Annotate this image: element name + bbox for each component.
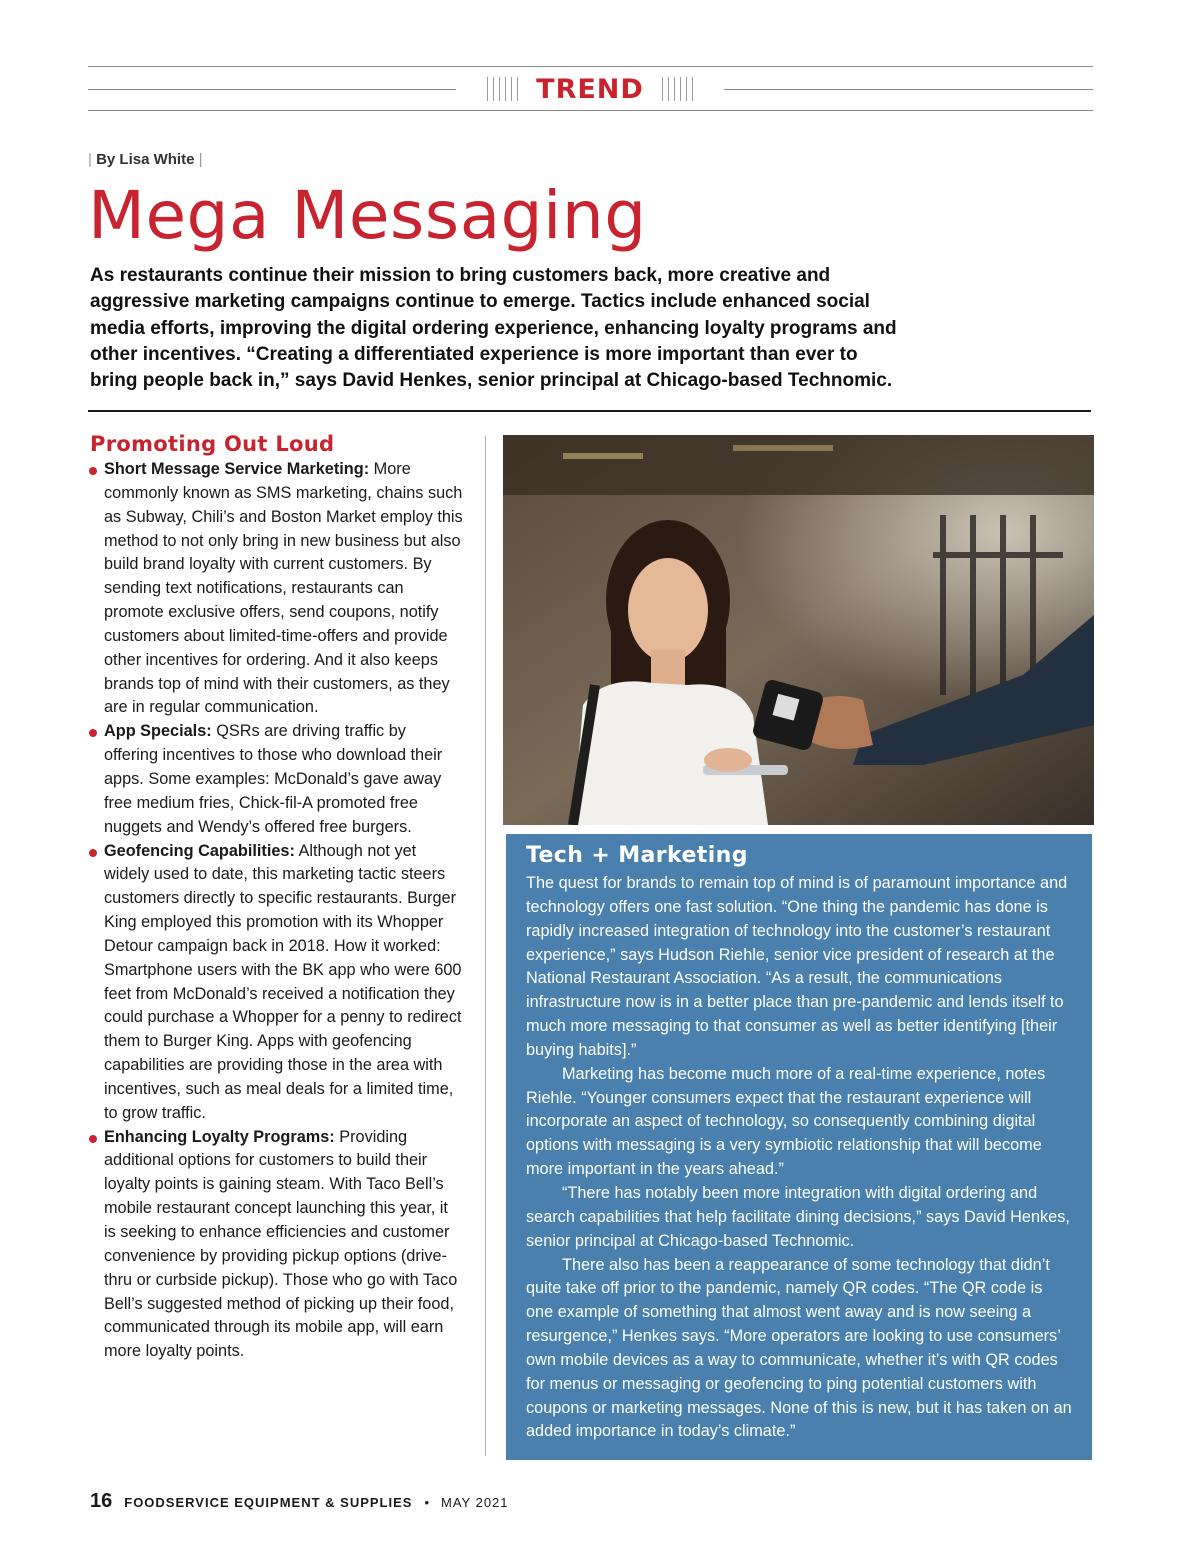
sidebar-paragraph: Marketing has become much more of a real-time experience, notes Riehle. “Younger consumers expect that the restaurant experience will incorporate an aspect of technology, so consequently combining digital options with messaging is a very symbiotic relationship that will become more important in the years ahead.” [526,1064,1046,1179]
dek-divider [88,410,1091,412]
byline-text: By Lisa White [96,151,195,168]
list-item [88,840,463,1126]
header-rule-bottom [88,110,1093,111]
list-item [88,720,463,839]
issue-date: MAY 2021 [441,1495,509,1510]
bullet-list [88,458,463,1364]
sidebar-box [506,834,1092,1460]
list-item-text: Although not yet widely used to date, this marketing tactic steers customers directly to specific restaurants. Burger King employed this promotion with its Whopper Detour campaign back in 2018. How it worked: Smartphone users with the BK app who were 600 feet from McDonald’s received a notification they could purchase a Whopper for a penny to redirect them to Burger King. Apps with geofencing capabilities are providing those in the area with incentives, such as meal deals for a limited time, to grow traffic. [104,841,462,1122]
list-item-lead: App Specials: [104,722,212,741]
publication-name: FOODSERVICE EQUIPMENT & SUPPLIES [124,1495,413,1510]
list-item-text: QSRs are driving traffic by offering incentives to those who download their apps. Some examples: McDonald’s gave away free medium fries, Chick-fil-A promoted free nuggets and Wendy’s offered free burgers. [104,722,443,836]
footer-separator: • [424,1495,430,1510]
sidebar-paragraph: “There has notably been more integration with digital ordering and search capabilities that help facilitate dining decisions,” says David Henkes, senior principal at Chicago-based Technomic. [526,1183,1070,1250]
article-title: Mega Messaging [88,177,647,254]
list-item [88,458,463,720]
sidebar-heading: Tech + Marketing [526,843,748,868]
list-item-text: More commonly known as SMS marketing, chains such as Subway, Chili’s and Boston Market employ this method to not only bring in new business but also build brand loyalty with current customers. By sending text notifications, restaurants can promote exclusive offers, send coupons, notify customers about limited-time-offers and provide other incentives for ordering. And it also keeps brands top of mind with their customers, as they are in regular communication. [104,460,463,717]
list-item-text: Providing additional options for customers to build their loyalty points is gaining steam. With Taco Bell’s mobile restaurant concept launching this year, it is seeking to enhance efficiencies and customer convenience by providing pickup options (drive-thru or curbside pickup). Those who go with Taco Bell’s suggested method of picking up their food, communicated through its mobile app, will earn more loyalty points. [104,1127,458,1361]
list-item-lead: Short Message Service Marketing: [104,460,370,478]
page-footer [90,1490,509,1513]
bullet-dot-icon [89,467,97,475]
sidebar-paragraph: There also has been a reappearance of some technology that didn’t quite take off prior to the pandemic, namely QR codes. “The QR code is one example of something that almost went away and is now seeing a resurgence,” Henkes says. “More operators are looking to use consumers’ own mobile devices as a way to communicate, whether it’s with QR codes for menus or messaging or geofencing to ping potential customers with coupons or marketing messages. None of this is new, but it has taken on an added importance in today’s climate.” [526,1255,1072,1441]
header-rule-middle-right [724,89,1093,90]
header-rule-top [88,66,1093,67]
article-dek: As restaurants continue their mission to bring customers back, more creative and aggressive marketing campaigns continue to emerge. Tactics include enhanced social media efforts, improving the digital ordering experience, enhancing loyalty programs and other incentives. “Creating a differentiated experience is more important than ever to bring people back in,” says David Henkes, senior principal at Chicago-based Technomic. [90,265,897,392]
bullet-dot-icon [89,849,97,857]
page-number: 16 [90,1490,113,1512]
bullet-dot-icon [89,1135,97,1143]
section-label [470,72,710,106]
list-item [88,1126,463,1364]
tick-ornament-right [662,77,693,101]
section-label-text: TREND [536,73,644,105]
left-column-heading: Promoting Out Loud [90,432,335,456]
list-item-lead: Geofencing Capabilities: [104,841,295,860]
byline: | By Lisa White | [88,151,203,168]
column-divider [485,436,486,1456]
sidebar-paragraph: The quest for brands to remain top of mind is of paramount importance and technology offers one fast solution. “One thing the pandemic has done is rapidly increased integration of technology into the customer’s restaurant experience,” says Hudson Riehle, senior vice president of research at the National Restaurant Association. “As a result, the communications infrastructure now is in a better place than pre-pandemic and lends itself to much more messaging to that consumer as well as better identifying [their buying habits].” [526,874,1068,1059]
left-column [88,432,463,1364]
tick-ornament-left [487,77,518,101]
article-photo [503,435,1094,825]
list-item-lead: Enhancing Loyalty Programs: [104,1127,335,1146]
header-rule-middle-left [88,89,456,90]
bullet-dot-icon [89,729,97,737]
